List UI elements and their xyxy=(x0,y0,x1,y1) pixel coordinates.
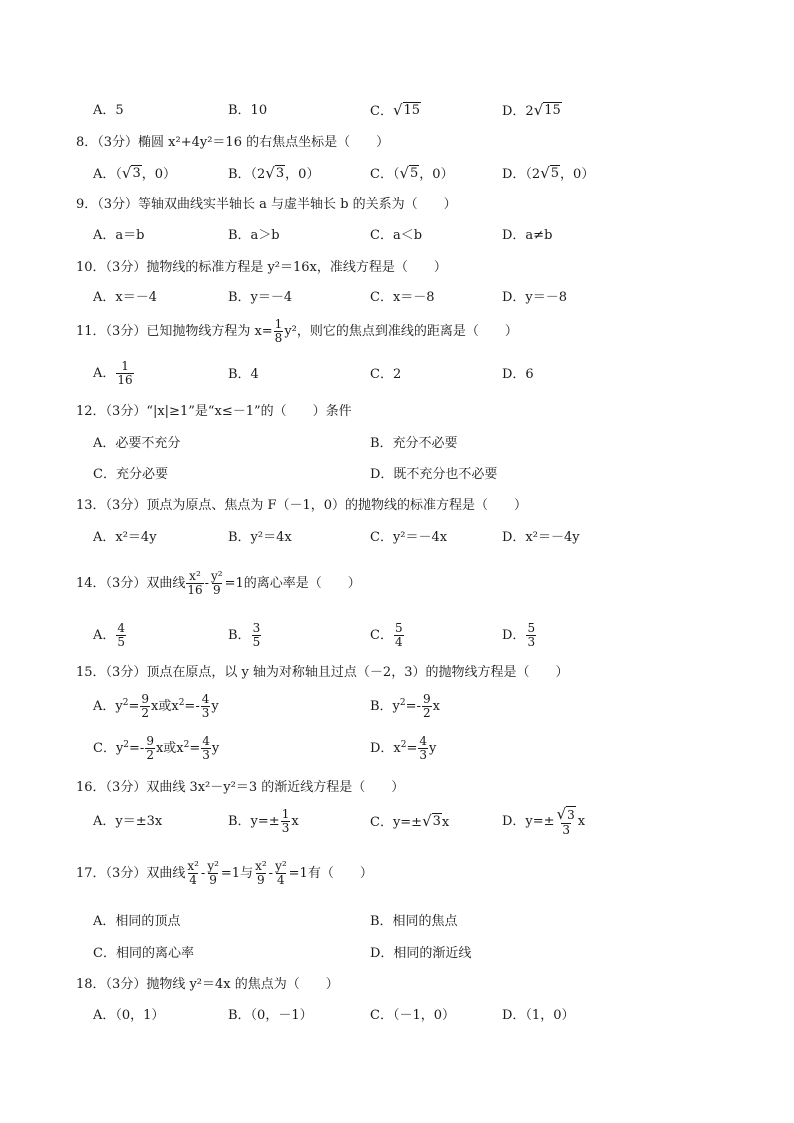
q18-option-d: D．（1，0） xyxy=(502,1008,575,1023)
q15-option-a: A．$y^2=$ $\frac{9}{2}$ x或$x^2=-$ $\frac{4}{3}$ y xyxy=(93,692,219,720)
q14-option-a: A． $\frac{4}{5}$ xyxy=(93,621,126,649)
q16-option-a: A．y＝±3x xyxy=(93,814,163,829)
q12-option-c: C．充分必要 xyxy=(93,467,168,482)
q11-option-b: B．4 xyxy=(228,367,259,382)
q15-option-c: C．$y^2=-$ $\frac{9}{2}$ x或$x^2=$ $\frac{4}{3}$ y xyxy=(93,734,220,762)
q18-stem: 18．（3分）抛物线 y²＝4x 的焦点为（ ） xyxy=(76,977,339,992)
q8-option-b: B．（2 √ 3 ，0） xyxy=(228,164,320,182)
q15-stem: 15．（3分）顶点在原点，以 y 轴为对称轴且过点（－2，3）的抛物线方程是（ ） xyxy=(76,665,569,680)
q8-option-c: C．（ √ 5 ，0） xyxy=(370,164,454,182)
q13-option-d: D．x²＝－4y xyxy=(502,530,580,545)
q17-option-b: B．相同的焦点 xyxy=(370,914,458,929)
q9-stem: 9．（3分）等轴双曲线实半轴长 a 与虚半轴长 b 的关系为（ ） xyxy=(76,197,457,212)
q9-option-c: C．a＜b xyxy=(370,228,423,243)
q15-option-d: D．$x^2=$ $\frac{4}{3}$ y xyxy=(370,734,437,762)
q13-option-b: B．y²＝4x xyxy=(228,530,292,545)
q10-option-d: D．y＝－8 xyxy=(502,290,568,305)
q7-option-c: C． √ 15 xyxy=(370,101,421,119)
q12-option-a: A．必要不充分 xyxy=(93,436,181,451)
q8-option-d: D．（2 √ 5 ，0） xyxy=(502,164,595,182)
q13-option-c: C．y²＝－4x xyxy=(370,530,448,545)
q11-option-a: A． $\frac{1}{16}$ xyxy=(93,359,133,387)
q17-stem: 17．（3分）双曲线 $\frac{\text{x²}}{4}$ - $\frac{\text{y²}}{9}$ =1与 $\frac{\text{x²}}{9}$ - $\frac{\text{y²}}{4}$ =1有（ ） xyxy=(76,859,373,887)
q16-stem: 16．（3分）双曲线 3x²－y²＝3 的渐近线方程是（ ） xyxy=(76,780,405,795)
q13-option-a: A．x²＝4y xyxy=(93,530,157,545)
q12-stem: 12．（3分）“|x|≥1”是“x≤－1”的（ ）条件 xyxy=(76,404,352,419)
q17-option-d: D．相同的渐近线 xyxy=(370,946,472,961)
q13-stem: 13．（3分）顶点为原点、焦点为 F（－1，0）的抛物线的标准方程是（ ） xyxy=(76,498,528,513)
q11-option-c: C．2 xyxy=(370,367,402,382)
q9-option-a: A．a＝b xyxy=(93,228,145,243)
q8-option-a: A．（ √ 3 ，0） xyxy=(93,164,177,182)
q10-stem: 10．（3分）抛物线的标准方程是 y²＝16x，准线方程是（ ） xyxy=(76,260,447,275)
q7-option-b: B．10 xyxy=(228,103,268,118)
q17-option-a: A．相同的顶点 xyxy=(93,914,181,929)
q16-option-b: B．y=± $\frac{1}{3}$ x xyxy=(228,807,299,835)
q16-option-d: D．y=± √ 3 3 x xyxy=(502,805,586,837)
q17-option-c: C．相同的离心率 xyxy=(93,946,194,961)
q7-option-a: A．5 xyxy=(93,103,124,118)
q18-option-b: B．（0，－1） xyxy=(228,1008,313,1023)
q14-stem: 14．（3分）双曲线 $\frac{\text{x²}}{16}$ - $\frac{\text{y²}}{9}$ =1的离心率是（ ） xyxy=(76,569,361,597)
q11-option-d: D．6 xyxy=(502,367,534,382)
q9-option-d: D．a≠b xyxy=(502,228,553,243)
q12-option-d: D．既不充分也不必要 xyxy=(370,467,498,482)
q11-stem: 11．（3分）已知抛物线方程为 x= $\frac{1}{8}$ y²，则它的焦点到准线的距离是（ ） xyxy=(76,317,518,345)
q7-option-d: D．2 √ 15 xyxy=(502,101,561,119)
q14-option-c: C． $\frac{5}{4}$ xyxy=(370,621,403,649)
q12-option-b: B．充分不必要 xyxy=(370,436,458,451)
q18-option-c: C．（－1，0） xyxy=(370,1008,455,1023)
q9-option-b: B．a＞b xyxy=(228,228,280,243)
q14-option-d: D． $\frac{5}{3}$ xyxy=(502,621,536,649)
q10-option-b: B．y＝－4 xyxy=(228,290,293,305)
q15-option-b: B．$y^2=-$ $\frac{9}{2}$ x xyxy=(370,692,440,720)
q18-option-a: A．（0，1） xyxy=(93,1008,165,1023)
q16-option-c: C．y=± √ 3 x xyxy=(370,812,450,830)
q10-option-a: A．x＝－4 xyxy=(93,290,157,305)
q14-option-b: B． $\frac{3}{5}$ xyxy=(228,621,261,649)
q8-stem: 8．（3分）椭圆 x²+4y²＝16 的右焦点坐标是（ ） xyxy=(76,135,390,150)
q10-option-c: C．x＝－8 xyxy=(370,290,435,305)
